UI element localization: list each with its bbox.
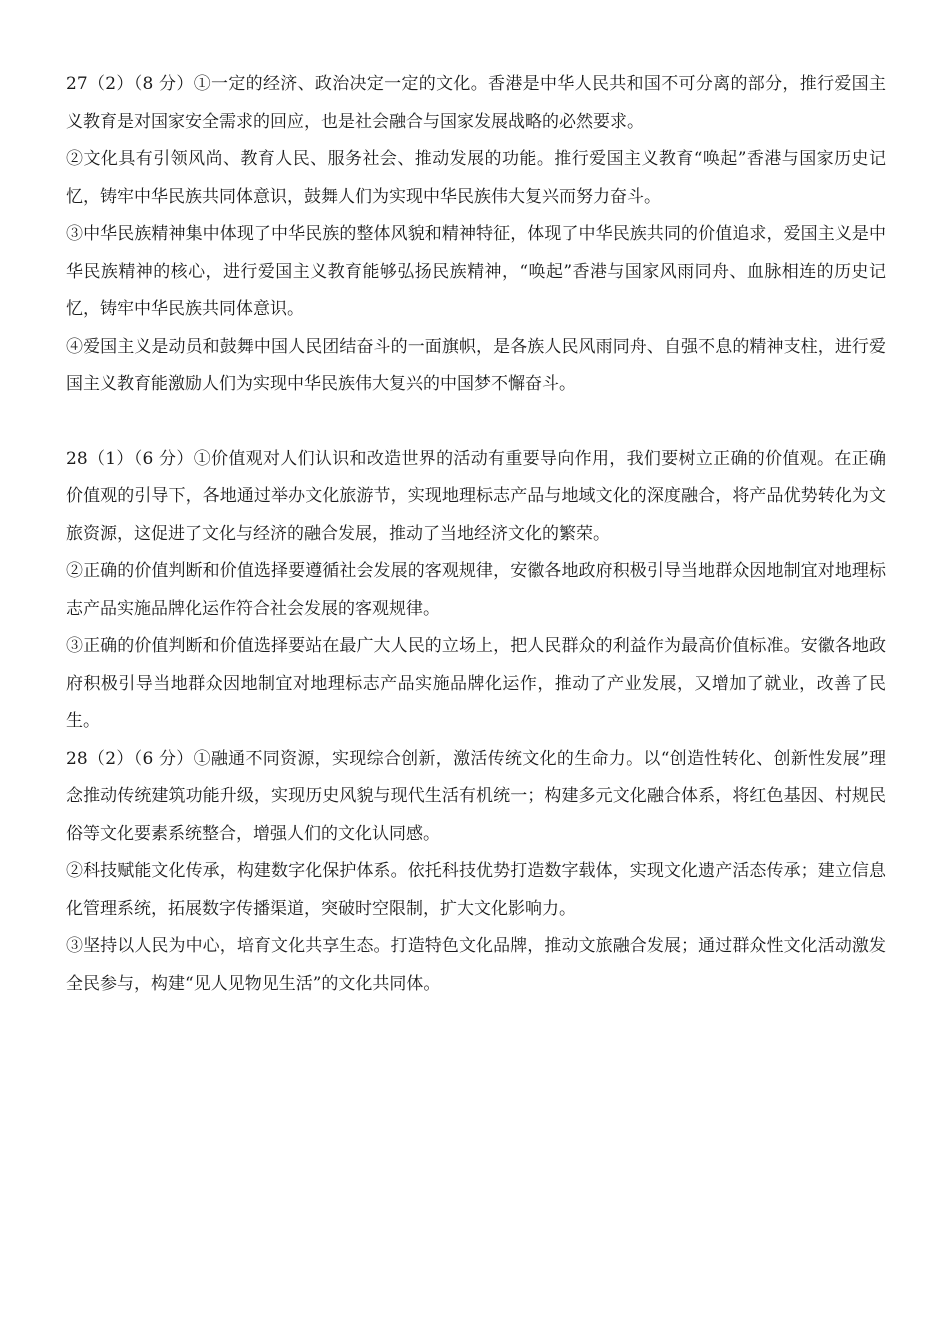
answer-27-2-point-1: 27（2）（8 分）①一定的经济、政治决定一定的文化。香港是中华人民共和国不可分离的部分，推行爱国主义教育是对国家安全需求的回应，也是社会融合与国家发展战略的必然要求。 <box>66 74 886 132</box>
section-27 <box>66 66 886 404</box>
answer-28-1-point-1: 28（1）（6 分）①价值观对人们认识和改造世界的活动有重要导向作用，我们要树立正确的价值观。在正确价值观的引导下，各地通过举办文化旅游节，实现地理标志产品与地域文化的深度融合，将产品优势转化为文旅资源，这促进了文化与经济的融合发展，推动了当地经济文化的繁荣。 <box>66 448 886 544</box>
answer-page <box>66 66 886 1003</box>
answer-28-2-point-3: ③坚持以人民为中心，培育文化共享生态。打造特色文化品牌，推动文旅融合发展；通过群众性文化活动激发全民参与，构建“见人见物见生活”的文化共同体。 <box>66 936 886 994</box>
answer-27-2-point-3: ③中华民族精神集中体现了中华民族的整体风貌和精神特征，体现了中华民族共同的价值追求，爱国主义是中华民族精神的核心，进行爱国主义教育能够弘扬民族精神，“唤起”香港与国家风雨同舟、血脉相连的历史记忆，铸牢中华民族共同体意识。 <box>66 224 886 319</box>
section-spacer <box>66 404 886 441</box>
answer-27-2-point-2: ②文化具有引领风尚、教育人民、服务社会、推动发展的功能。推行爱国主义教育“唤起”香港与国家历史记忆，铸牢中华民族共同体意识，鼓舞人们为实现中华民族伟大复兴而努力奋斗。 <box>66 149 886 207</box>
answer-28-2-point-2: ②科技赋能文化传承，构建数字化保护体系。依托科技优势打造数字载体，实现文化遗产活态传承；建立信息化管理系统，拓展数字传播渠道，突破时空限制，扩大文化影响力。 <box>66 861 886 919</box>
answer-28-1-point-3: ③正确的价值判断和价值选择要站在最广大人民的立场上，把人民群众的利益作为最高价值标准。安徽各地政府积极引导当地群众因地制宜对地理标志产品实施品牌化运作，推动了产业发展，又增加了就业，改善了民生。 <box>66 636 886 731</box>
answer-28-1-point-2: ②正确的价值判断和价值选择要遵循社会发展的客观规律，安徽各地政府积极引导当地群众因地制宜对地理标志产品实施品牌化运作符合社会发展的客观规律。 <box>66 561 886 619</box>
answer-27-2-point-4: ④爱国主义是动员和鼓舞中国人民团结奋斗的一面旗帜，是各族人民风雨同舟、自强不息的精神支柱，进行爱国主义教育能激励人们为实现中华民族伟大复兴的中国梦不懈奋斗。 <box>66 336 886 394</box>
answer-28-2-point-1: 28（2）（6 分）①融通不同资源，实现综合创新，激活传统文化的生命力。以“创造性转化、创新性发展”理念推动传统建筑功能升级，实现历史风貌与现代生活有机统一；构建多元文化融合体系，将红色基因、村规民俗等文化要素系统整合，增强人们的文化认同感。 <box>66 748 886 844</box>
section-28 <box>66 441 886 1004</box>
